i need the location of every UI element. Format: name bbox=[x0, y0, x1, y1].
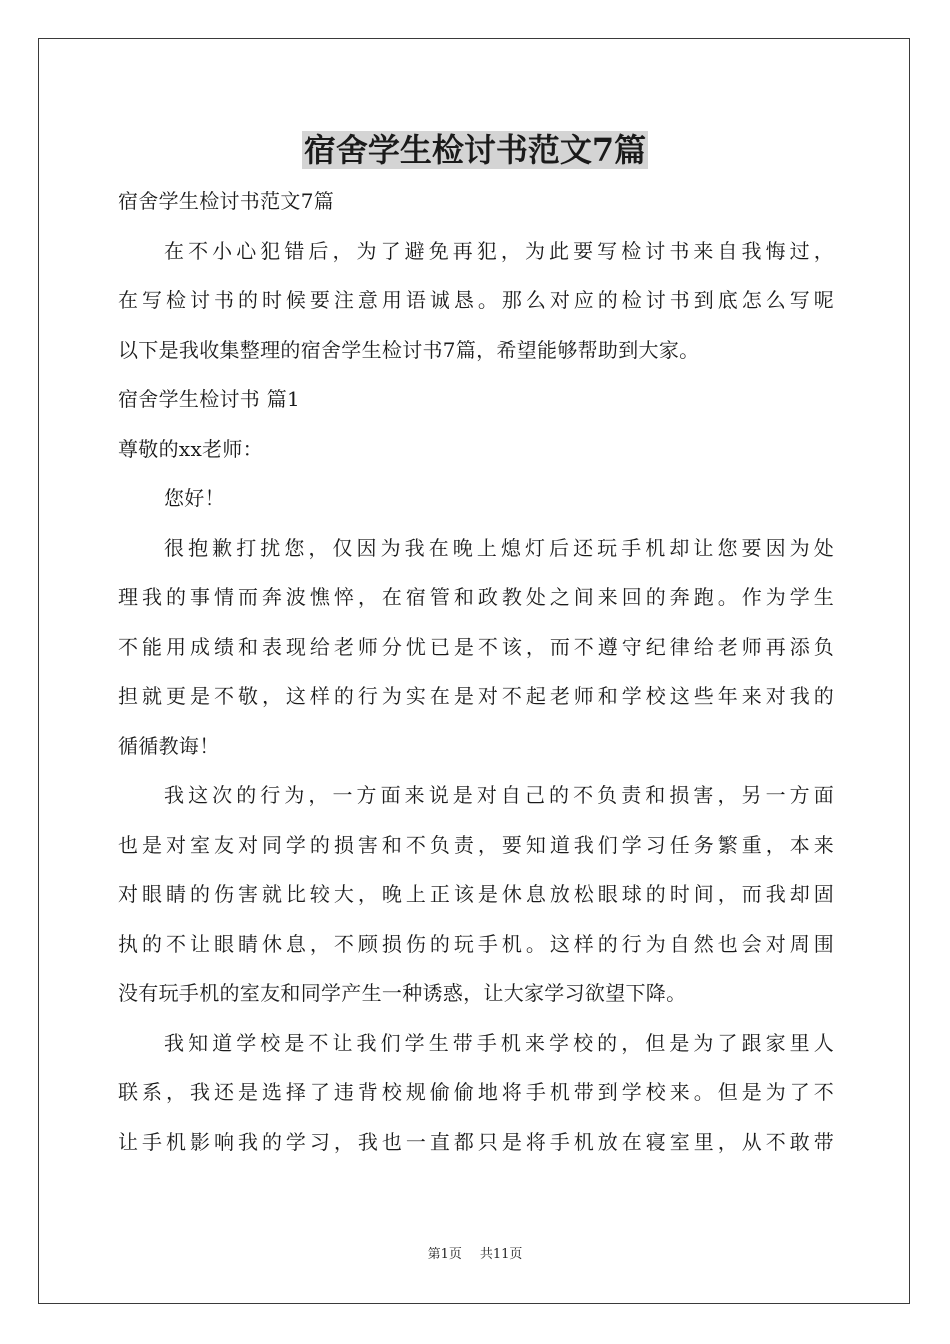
page-footer bbox=[0, 1246, 950, 1264]
intro-heading: 宿舍学生检讨书范文7篇 bbox=[118, 189, 335, 213]
document-title: 宿舍学生检讨书范文7篇 bbox=[303, 131, 647, 169]
page-total: 共11页 bbox=[479, 1247, 523, 1262]
page-number: 第1页 bbox=[427, 1247, 462, 1262]
document-body bbox=[118, 177, 834, 1167]
paragraph-line: 担就更是不敬，这样的行为实在是对不起老师和学校这些年来对我的 bbox=[118, 684, 834, 708]
paragraph-line: 没有玩手机的室友和同学产生一种诱惑，让大家学习欲望下降。 bbox=[118, 981, 687, 1005]
paragraph-line: 我这次的行为，一方面来说是对自己的不负责和损害，另一方面 bbox=[164, 783, 834, 807]
section-heading: 宿舍学生检讨书 篇1 bbox=[118, 387, 301, 411]
greeting: 您好！ bbox=[164, 486, 225, 510]
paragraph-line: 很抱歉打扰您，仅因为我在晚上熄灯后还玩手机却让您要因为处 bbox=[164, 535, 834, 560]
paragraph-line: 不能用成绩和表现给老师分忧已是不该，而不遵守纪律给老师再添负 bbox=[118, 634, 834, 659]
paragraph-line: 让手机影响我的学习，我也一直都只是将手机放在寝室里，从不敢带 bbox=[118, 1129, 834, 1154]
paragraph-line: 执的不让眼睛休息，不顾损伤的玩手机。这样的行为自然也会对周围 bbox=[118, 931, 834, 956]
paragraph-line: 也是对室友对同学的损害和不负责，要知道我们学习任务繁重，本来 bbox=[118, 832, 834, 857]
paragraph-line: 循循教诲！ bbox=[118, 733, 220, 758]
intro-line: 在不小心犯错后，为了避免再犯，为此要写检讨书来自我悔过， bbox=[164, 238, 834, 263]
salutation: 尊敬的xx老师： bbox=[118, 436, 263, 461]
paragraph-line: 理我的事情而奔波憔悴，在宿管和政教处之间来回的奔跑。作为学生 bbox=[118, 585, 834, 609]
paragraph-line: 对眼睛的伤害就比较大，晚上正该是休息放松眼球的时间，而我却固 bbox=[118, 882, 834, 906]
intro-line: 在写检讨书的时候要注意用语诚恳。那么对应的检讨书到底怎么写呢 bbox=[118, 288, 834, 312]
paragraph-line: 我知道学校是不让我们学生带手机来学校的，但是为了跟家里人 bbox=[164, 1030, 834, 1055]
paragraph-line: 联系，我还是选择了违背校规偷偷地将手机带到学校来。但是为了不 bbox=[118, 1080, 834, 1104]
intro-line: 以下是我收集整理的宿舍学生检讨书7篇，希望能够帮助到大家。 bbox=[118, 337, 700, 362]
